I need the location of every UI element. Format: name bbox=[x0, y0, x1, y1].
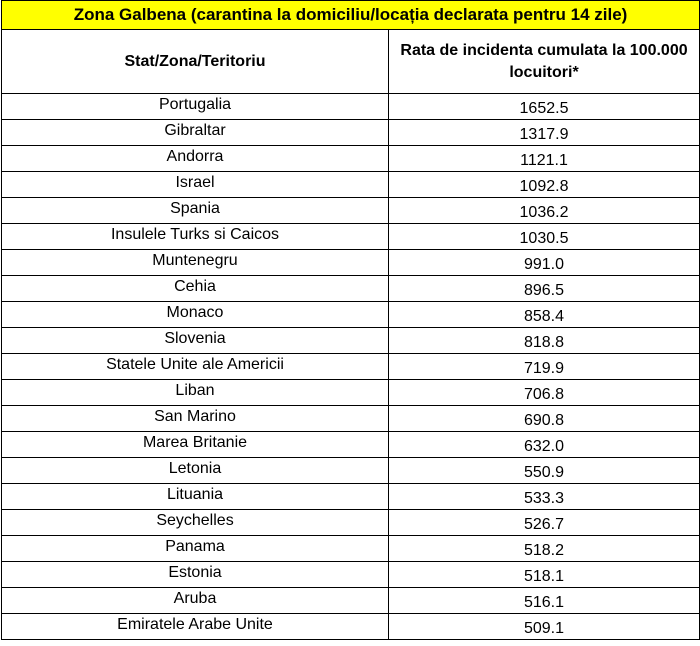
table-row bbox=[2, 172, 700, 198]
country-name-cell: Muntenegru bbox=[2, 250, 389, 276]
country-name-cell: Lituania bbox=[2, 484, 389, 510]
table-body bbox=[2, 1, 700, 640]
zone-banner-title: Zona Galbena (carantina la domiciliu/locația declarata pentru 14 zile) bbox=[2, 1, 700, 30]
incidence-rate-cell: 1092.8 bbox=[389, 172, 700, 198]
table-row bbox=[2, 198, 700, 224]
country-name-cell: Monaco bbox=[2, 302, 389, 328]
yellow-zone-document bbox=[1, 0, 699, 640]
incidence-rate-cell: 550.9 bbox=[389, 458, 700, 484]
table-row bbox=[2, 432, 700, 458]
table-row bbox=[2, 354, 700, 380]
country-name-cell: Statele Unite ale Americii bbox=[2, 354, 389, 380]
incidence-rate-cell: 509.1 bbox=[389, 614, 700, 640]
table-row bbox=[2, 302, 700, 328]
incidence-rate-cell: 632.0 bbox=[389, 432, 700, 458]
banner-row bbox=[2, 1, 700, 30]
table-row bbox=[2, 120, 700, 146]
country-name-cell: Liban bbox=[2, 380, 389, 406]
table-row bbox=[2, 614, 700, 640]
column-header-rate: Rata de incidenta cumulata la 100.000 locuitori* bbox=[389, 30, 700, 94]
country-name-cell: Emiratele Arabe Unite bbox=[2, 614, 389, 640]
incidence-rate-cell: 1030.5 bbox=[389, 224, 700, 250]
country-name-cell: San Marino bbox=[2, 406, 389, 432]
table-row bbox=[2, 406, 700, 432]
incidence-rate-cell: 896.5 bbox=[389, 276, 700, 302]
incidence-rate-cell: 991.0 bbox=[389, 250, 700, 276]
incidence-rate-cell: 518.2 bbox=[389, 536, 700, 562]
incidence-rate-cell: 858.4 bbox=[389, 302, 700, 328]
country-name-cell: Andorra bbox=[2, 146, 389, 172]
country-name-cell: Marea Britanie bbox=[2, 432, 389, 458]
country-name-cell: Spania bbox=[2, 198, 389, 224]
table-row bbox=[2, 328, 700, 354]
country-name-cell: Cehia bbox=[2, 276, 389, 302]
incidence-rate-cell: 518.1 bbox=[389, 562, 700, 588]
country-name-cell: Gibraltar bbox=[2, 120, 389, 146]
country-name-cell: Estonia bbox=[2, 562, 389, 588]
country-name-cell: Portugalia bbox=[2, 94, 389, 120]
table-row bbox=[2, 562, 700, 588]
table-row bbox=[2, 458, 700, 484]
country-name-cell: Israel bbox=[2, 172, 389, 198]
table-row bbox=[2, 146, 700, 172]
column-header-country: Stat/Zona/Teritoriu bbox=[2, 30, 389, 94]
yellow-zone-table bbox=[1, 0, 700, 640]
table-row bbox=[2, 250, 700, 276]
table-row bbox=[2, 484, 700, 510]
table-row bbox=[2, 588, 700, 614]
incidence-rate-cell: 516.1 bbox=[389, 588, 700, 614]
country-name-cell: Letonia bbox=[2, 458, 389, 484]
incidence-rate-cell: 818.8 bbox=[389, 328, 700, 354]
incidence-rate-cell: 1036.2 bbox=[389, 198, 700, 224]
header-row bbox=[2, 30, 700, 94]
table-row bbox=[2, 94, 700, 120]
table-row bbox=[2, 380, 700, 406]
incidence-rate-cell: 690.8 bbox=[389, 406, 700, 432]
country-name-cell: Slovenia bbox=[2, 328, 389, 354]
table-row bbox=[2, 510, 700, 536]
table-row bbox=[2, 224, 700, 250]
country-name-cell: Aruba bbox=[2, 588, 389, 614]
table-row bbox=[2, 536, 700, 562]
country-name-cell: Seychelles bbox=[2, 510, 389, 536]
incidence-rate-cell: 526.7 bbox=[389, 510, 700, 536]
country-name-cell: Insulele Turks si Caicos bbox=[2, 224, 389, 250]
table-row bbox=[2, 276, 700, 302]
country-name-cell: Panama bbox=[2, 536, 389, 562]
incidence-rate-cell: 706.8 bbox=[389, 380, 700, 406]
incidence-rate-cell: 533.3 bbox=[389, 484, 700, 510]
incidence-rate-cell: 719.9 bbox=[389, 354, 700, 380]
incidence-rate-cell: 1317.9 bbox=[389, 120, 700, 146]
incidence-rate-cell: 1121.1 bbox=[389, 146, 700, 172]
incidence-rate-cell: 1652.5 bbox=[389, 94, 700, 120]
